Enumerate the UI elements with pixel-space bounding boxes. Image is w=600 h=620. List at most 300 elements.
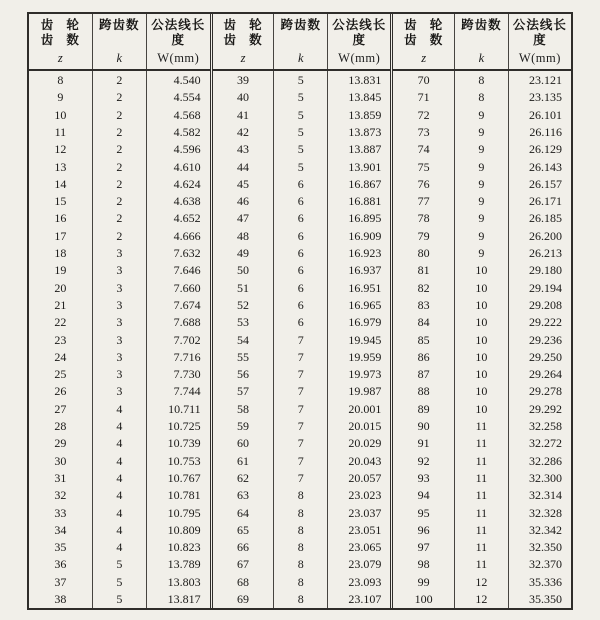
- cell-z: 64: [237, 505, 249, 520]
- cell-w: 19.987: [328, 383, 391, 400]
- table-row: [211, 141, 390, 158]
- cell-w: 32.342: [508, 521, 571, 538]
- header-normal-length-label: 公法线长度: [332, 17, 387, 48]
- cell-z: 70: [417, 72, 430, 87]
- cell-z: 16: [54, 211, 67, 226]
- cell-z: 33: [54, 505, 67, 520]
- cell-k: 4: [92, 538, 146, 555]
- cell-k: 2: [92, 193, 146, 210]
- cell-k: 10: [455, 296, 509, 313]
- cell-w: 16.909: [328, 227, 391, 244]
- cell-w: 4.610: [146, 158, 209, 175]
- cell-w: 7.632: [146, 244, 209, 261]
- table-row: [211, 556, 390, 573]
- cell-z: 54: [237, 332, 249, 347]
- cell-k: 2: [92, 123, 146, 140]
- cell-k: 4: [92, 417, 146, 434]
- cell-z: 34: [54, 522, 67, 537]
- cell-w: 13.831: [328, 70, 391, 89]
- cell-w: 23.065: [328, 538, 391, 555]
- cell-z: 95: [417, 505, 430, 520]
- cell-z: 67: [237, 557, 249, 572]
- table-row: [392, 348, 571, 365]
- cell-w: 10.739: [146, 435, 209, 452]
- cell-k: 10: [455, 383, 509, 400]
- table-row: [211, 487, 390, 504]
- table-row: [211, 296, 390, 313]
- cell-w: 26.185: [508, 210, 571, 227]
- cell-z: 27: [54, 401, 67, 416]
- cell-z: 40: [237, 90, 249, 105]
- header-gear-teeth: [392, 14, 455, 70]
- cell-z: 12: [54, 142, 67, 157]
- header-gear-teeth-label: 齿 轮: [404, 17, 444, 32]
- table-row: [211, 158, 390, 175]
- cell-z: 37: [54, 574, 67, 589]
- cell-k: 9: [455, 175, 509, 192]
- table-row: [392, 538, 571, 555]
- cell-w: 23.037: [328, 504, 391, 521]
- table-row: [29, 469, 210, 486]
- cell-z: 23: [54, 332, 67, 347]
- table-row: [211, 70, 390, 89]
- cell-k: 5: [274, 70, 328, 89]
- cell-z: 59: [237, 419, 249, 434]
- cell-w: 4.638: [146, 193, 209, 210]
- cell-k: 10: [455, 331, 509, 348]
- table-row: [392, 366, 571, 383]
- header-span-teeth: [455, 14, 509, 70]
- cell-z: 90: [417, 419, 430, 434]
- table-row: [211, 279, 390, 296]
- cell-z: 99: [417, 574, 430, 589]
- header-gear-teeth-label: 齿 数: [40, 33, 80, 48]
- cell-k: 9: [455, 210, 509, 227]
- cell-z: 84: [417, 315, 430, 330]
- cell-k: 9: [455, 158, 509, 175]
- cell-z: 45: [237, 176, 249, 191]
- cell-w: 20.015: [328, 417, 391, 434]
- cell-z: 77: [417, 194, 430, 209]
- table-row: [211, 210, 390, 227]
- cell-w: 26.213: [508, 244, 571, 261]
- cell-w: 35.350: [508, 590, 571, 608]
- cell-w: 7.716: [146, 348, 209, 365]
- table-row: [29, 331, 210, 348]
- cell-z: 71: [417, 90, 430, 105]
- cell-w: 29.264: [508, 366, 571, 383]
- cell-k: 9: [455, 227, 509, 244]
- cell-k: 3: [92, 244, 146, 261]
- cell-k: 2: [92, 175, 146, 192]
- cell-k: 11: [455, 521, 509, 538]
- table-row: [392, 383, 571, 400]
- header-gear-teeth-label: 齿 数: [404, 33, 444, 48]
- cell-w: 19.945: [328, 331, 391, 348]
- table-row: [29, 193, 210, 210]
- cell-k: 10: [455, 314, 509, 331]
- cell-k: 11: [455, 556, 509, 573]
- table-row: [392, 331, 571, 348]
- table-group-2: [210, 14, 391, 608]
- table-row: [392, 400, 571, 417]
- cell-z: 85: [417, 332, 430, 347]
- cell-z: 86: [417, 349, 430, 364]
- cell-z: 78: [417, 211, 430, 226]
- cell-k: 8: [274, 521, 328, 538]
- table-row: [392, 296, 571, 313]
- cell-k: 11: [455, 487, 509, 504]
- table-row: [392, 70, 571, 89]
- cell-k: 3: [92, 279, 146, 296]
- cell-w: 29.236: [508, 331, 571, 348]
- cell-w: 35.336: [508, 573, 571, 590]
- cell-w: 10.711: [146, 400, 209, 417]
- table-row: [29, 141, 210, 158]
- cell-z: 19: [54, 263, 67, 278]
- header-span-teeth-symbol: k: [297, 51, 304, 65]
- table-row: [211, 193, 390, 210]
- cell-w: 7.646: [146, 262, 209, 279]
- table-row: [29, 262, 210, 279]
- cell-z: 83: [417, 297, 430, 312]
- cell-k: 4: [92, 521, 146, 538]
- cell-z: 13: [54, 159, 67, 174]
- cell-w: 13.803: [146, 573, 209, 590]
- table-row: [392, 193, 571, 210]
- header-span-teeth-symbol: k: [116, 51, 123, 65]
- cell-k: 9: [455, 106, 509, 123]
- table-row: [392, 89, 571, 106]
- cell-k: 3: [92, 366, 146, 383]
- cell-z: 60: [237, 436, 249, 451]
- table-row: [29, 400, 210, 417]
- cell-z: 32: [54, 488, 67, 503]
- cell-z: 88: [417, 384, 430, 399]
- table-row: [392, 106, 571, 123]
- table-row: [211, 175, 390, 192]
- cell-w: 10.753: [146, 452, 209, 469]
- cell-z: 52: [237, 297, 249, 312]
- table-row: [211, 538, 390, 555]
- table-row: [29, 556, 210, 573]
- table-row: [211, 348, 390, 365]
- cell-k: 11: [455, 417, 509, 434]
- cell-k: 5: [274, 141, 328, 158]
- cell-w: 13.817: [146, 590, 209, 608]
- cell-z: 82: [417, 280, 430, 295]
- cell-z: 39: [237, 72, 249, 87]
- cell-k: 9: [455, 123, 509, 140]
- cell-k: 2: [92, 106, 146, 123]
- cell-z: 8: [57, 72, 64, 87]
- header-normal-length-label: 公法线长度: [512, 17, 567, 48]
- cell-w: 32.328: [508, 504, 571, 521]
- cell-k: 11: [455, 435, 509, 452]
- header-gear-teeth-label: 齿 数: [223, 33, 263, 48]
- table-row: [29, 314, 210, 331]
- cell-k: 6: [274, 244, 328, 261]
- cell-z: 22: [54, 315, 67, 330]
- table-row: [392, 279, 571, 296]
- table-row: [211, 123, 390, 140]
- cell-z: 58: [237, 401, 249, 416]
- header-gear-teeth-symbol: z: [57, 51, 63, 65]
- cell-k: 7: [274, 366, 328, 383]
- cell-w: 26.129: [508, 141, 571, 158]
- table-row: [29, 210, 210, 227]
- cell-k: 5: [274, 123, 328, 140]
- header-span-teeth-label: 跨齿数: [461, 17, 502, 32]
- cell-z: 53: [237, 315, 249, 330]
- cell-z: 75: [417, 159, 430, 174]
- cell-w: 4.540: [146, 70, 209, 89]
- table-row: [211, 521, 390, 538]
- table-row: [29, 504, 210, 521]
- cell-w: 10.809: [146, 521, 209, 538]
- cell-w: 23.121: [508, 70, 571, 89]
- cell-w: 10.781: [146, 487, 209, 504]
- cell-k: 7: [274, 452, 328, 469]
- cell-k: 4: [92, 469, 146, 486]
- table-row: [392, 487, 571, 504]
- cell-w: 23.093: [328, 573, 391, 590]
- cell-k: 8: [455, 70, 509, 89]
- cell-z: 57: [237, 384, 249, 399]
- cell-w: 32.370: [508, 556, 571, 573]
- cell-w: 7.702: [146, 331, 209, 348]
- table-row: [392, 141, 571, 158]
- cell-z: 36: [54, 557, 67, 572]
- cell-z: 87: [417, 367, 430, 382]
- header-row: [392, 14, 571, 70]
- cell-w: 26.200: [508, 227, 571, 244]
- cell-k: 6: [274, 296, 328, 313]
- cell-k: 8: [274, 538, 328, 555]
- table-row: [211, 106, 390, 123]
- cell-w: 16.923: [328, 244, 391, 261]
- header-gear-teeth-symbol: z: [240, 51, 246, 65]
- table-row: [392, 158, 571, 175]
- cell-w: 29.208: [508, 296, 571, 313]
- cell-z: 49: [237, 246, 249, 261]
- cell-w: 13.789: [146, 556, 209, 573]
- cell-k: 4: [92, 435, 146, 452]
- cell-k: 10: [455, 366, 509, 383]
- cell-z: 29: [54, 436, 67, 451]
- cell-k: 4: [92, 400, 146, 417]
- cell-w: 7.660: [146, 279, 209, 296]
- cell-k: 3: [92, 383, 146, 400]
- table-row: [392, 417, 571, 434]
- cell-k: 3: [92, 348, 146, 365]
- table-row: [211, 314, 390, 331]
- cell-z: 79: [417, 228, 430, 243]
- cell-w: 16.965: [328, 296, 391, 313]
- header-normal-length: [328, 14, 391, 70]
- cell-z: 66: [237, 540, 249, 555]
- cell-w: 4.666: [146, 227, 209, 244]
- table-row: [29, 366, 210, 383]
- table-row: [29, 383, 210, 400]
- cell-z: 63: [237, 488, 249, 503]
- cell-z: 81: [417, 263, 430, 278]
- cell-z: 51: [237, 280, 249, 295]
- cell-k: 11: [455, 504, 509, 521]
- cell-k: 9: [455, 244, 509, 261]
- cell-w: 20.001: [328, 400, 391, 417]
- table-row: [29, 452, 210, 469]
- table-row: [29, 573, 210, 590]
- table-row: [392, 504, 571, 521]
- table-row: [392, 123, 571, 140]
- cell-z: 61: [237, 453, 249, 468]
- header-gear-teeth-label: 齿 轮: [223, 17, 263, 32]
- table-row: [29, 279, 210, 296]
- cell-w: 29.180: [508, 262, 571, 279]
- cell-k: 6: [274, 279, 328, 296]
- table-group-3: [390, 14, 571, 608]
- cell-k: 4: [92, 452, 146, 469]
- cell-w: 16.867: [328, 175, 391, 192]
- cell-k: 7: [274, 400, 328, 417]
- cell-z: 80: [417, 246, 430, 261]
- cell-w: 7.688: [146, 314, 209, 331]
- table-row: [29, 106, 210, 123]
- cell-z: 24: [54, 349, 67, 364]
- table-row: [29, 521, 210, 538]
- cell-z: 14: [54, 176, 67, 191]
- cell-k: 10: [455, 279, 509, 296]
- table-row: [29, 417, 210, 434]
- cell-k: 5: [274, 158, 328, 175]
- cell-w: 32.272: [508, 435, 571, 452]
- cell-z: 10: [54, 107, 67, 122]
- cell-k: 9: [455, 141, 509, 158]
- cell-w: 7.674: [146, 296, 209, 313]
- table-row: [392, 573, 571, 590]
- table-row: [211, 590, 390, 608]
- cell-w: 23.023: [328, 487, 391, 504]
- cell-z: 18: [54, 246, 67, 261]
- cell-z: 91: [417, 436, 430, 451]
- header-normal-length-symbol: W(mm): [338, 51, 381, 65]
- cell-z: 93: [417, 470, 430, 485]
- cell-w: 29.292: [508, 400, 571, 417]
- cell-k: 12: [455, 590, 509, 608]
- cell-k: 5: [92, 590, 146, 608]
- cell-w: 13.873: [328, 123, 391, 140]
- cell-w: 29.222: [508, 314, 571, 331]
- cell-z: 9: [57, 90, 64, 105]
- cell-z: 97: [417, 540, 430, 555]
- cell-z: 25: [54, 367, 67, 382]
- table-row: [211, 504, 390, 521]
- cell-k: 6: [274, 227, 328, 244]
- header-row: [211, 14, 390, 70]
- table-row: [29, 348, 210, 365]
- cell-k: 8: [274, 573, 328, 590]
- table-row: [29, 158, 210, 175]
- header-span-teeth: [92, 14, 146, 70]
- cell-w: 26.116: [508, 123, 571, 140]
- cell-w: 10.823: [146, 538, 209, 555]
- table-row: [392, 452, 571, 469]
- cell-k: 7: [274, 348, 328, 365]
- cell-z: 92: [417, 453, 430, 468]
- table-row: [29, 89, 210, 106]
- cell-k: 8: [274, 504, 328, 521]
- header-span-teeth: [274, 14, 328, 70]
- cell-z: 56: [237, 367, 249, 382]
- table-row: [392, 590, 571, 608]
- cell-z: 41: [237, 107, 249, 122]
- cell-k: 2: [92, 158, 146, 175]
- header-gear-teeth-symbol: z: [421, 51, 427, 65]
- cell-z: 62: [237, 470, 249, 485]
- cell-z: 48: [237, 228, 249, 243]
- cell-z: 65: [237, 522, 249, 537]
- cell-k: 5: [92, 556, 146, 573]
- cell-z: 21: [54, 297, 67, 312]
- cell-w: 13.845: [328, 89, 391, 106]
- table-row: [211, 366, 390, 383]
- table-row: [392, 521, 571, 538]
- cell-k: 8: [455, 89, 509, 106]
- table-row: [392, 314, 571, 331]
- cell-w: 32.258: [508, 417, 571, 434]
- cell-z: 89: [417, 401, 430, 416]
- cell-z: 69: [237, 592, 249, 607]
- cell-w: 16.881: [328, 193, 391, 210]
- cell-z: 28: [54, 419, 67, 434]
- cell-w: 26.171: [508, 193, 571, 210]
- cell-k: 2: [92, 141, 146, 158]
- table-row: [211, 227, 390, 244]
- cell-z: 55: [237, 349, 249, 364]
- table-row: [29, 244, 210, 261]
- cell-w: 4.554: [146, 89, 209, 106]
- table-row: [211, 573, 390, 590]
- cell-w: 26.157: [508, 175, 571, 192]
- table-row: [29, 227, 210, 244]
- cell-w: 10.767: [146, 469, 209, 486]
- cell-k: 7: [274, 331, 328, 348]
- header-gear-teeth: [211, 14, 274, 70]
- cell-z: 30: [54, 453, 67, 468]
- table-row: [211, 244, 390, 261]
- cell-z: 20: [54, 280, 67, 295]
- cell-k: 7: [274, 383, 328, 400]
- cell-z: 38: [54, 592, 67, 607]
- cell-w: 4.652: [146, 210, 209, 227]
- table-row: [211, 89, 390, 106]
- cell-k: 6: [274, 314, 328, 331]
- cell-z: 94: [417, 488, 430, 503]
- table-row: [29, 70, 210, 89]
- cell-k: 3: [92, 262, 146, 279]
- cell-w: 19.959: [328, 348, 391, 365]
- cell-z: 68: [237, 574, 249, 589]
- table-row: [392, 244, 571, 261]
- cell-w: 29.250: [508, 348, 571, 365]
- cell-w: 4.624: [146, 175, 209, 192]
- cell-k: 11: [455, 469, 509, 486]
- cell-k: 10: [455, 262, 509, 279]
- cell-k: 2: [92, 70, 146, 89]
- cell-w: 23.079: [328, 556, 391, 573]
- table-group-1: [29, 14, 210, 608]
